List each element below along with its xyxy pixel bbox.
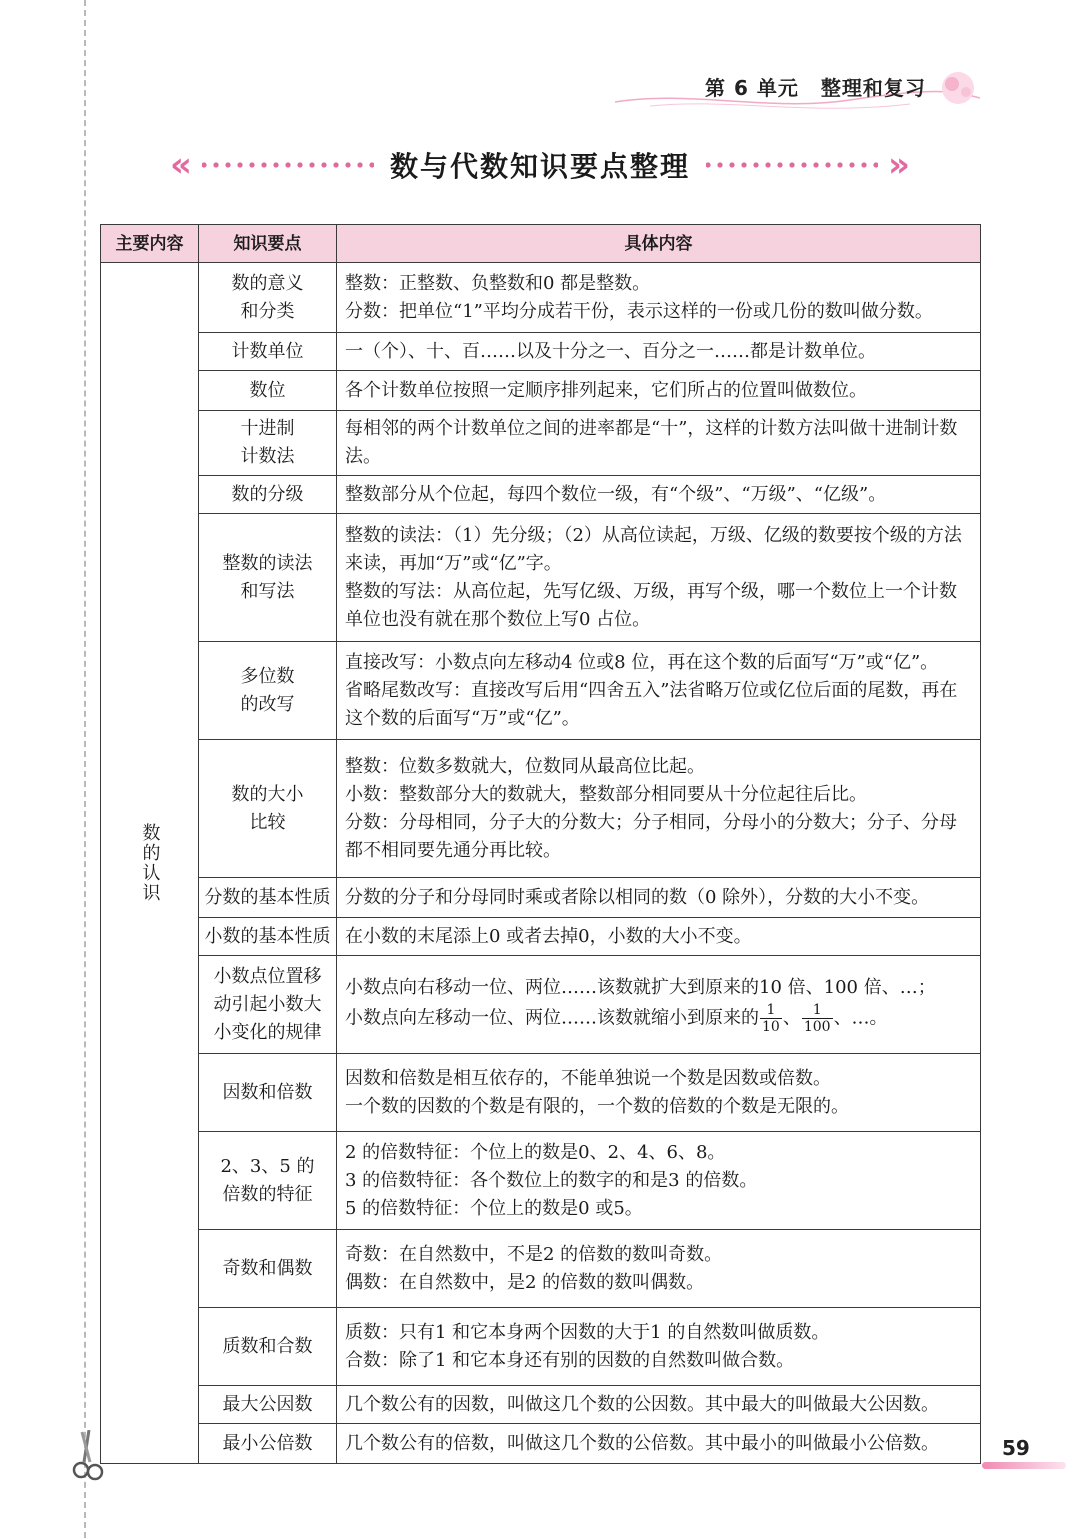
content-line: 质数：只有1 和它本身两个因数的大于1 的自然数叫做质数。 <box>345 1321 830 1343</box>
table-row <box>101 1386 981 1424</box>
category-cell: 数的认识 <box>101 263 199 1464</box>
column-header: 主要内容 <box>101 225 199 263</box>
content-line: 整数的写法：从高位起，先写亿级、万级，再写个级，哪一个数位上一个计数单位也没有就在那个数位上写0 占位。 <box>345 580 957 630</box>
content-line: 5 的倍数特征：个位上的数是0 或5。 <box>345 1197 643 1219</box>
fraction-numerator: 1 <box>802 1002 833 1019</box>
knowledge-point: 十进制 计数法 <box>199 411 337 476</box>
knowledge-point: 因数和倍数 <box>199 1054 337 1132</box>
table-row <box>101 476 981 514</box>
table-row <box>101 918 981 956</box>
content-line: 偶数：在自然数中，是2 的倍数的数叫偶数。 <box>345 1271 705 1293</box>
content-line: 省略尾数改写：直接改写后用“四舍五入”法省略万位或亿位后面的尾数，再在这个数的后面写“万”或“亿”。 <box>345 679 958 729</box>
content-line: 2 的倍数特征：个位上的数是0、2、4、6、8。 <box>345 1141 726 1163</box>
knowledge-point: 整数的读法 和写法 <box>199 514 337 642</box>
content-cell <box>337 1230 981 1308</box>
content-line: 直接改写：小数点向左移动4 位或8 位，再在这个数的后面写“万”或“亿”。 <box>345 651 939 673</box>
table-row <box>101 1054 981 1132</box>
content-cell <box>337 1386 981 1424</box>
content-line: 几个数公有的倍数，叫做这几个数的公倍数。其中最小的叫做最小公倍数。 <box>345 1432 939 1454</box>
content-cell <box>337 371 981 411</box>
table-header-row <box>101 225 981 263</box>
table-row <box>101 514 981 642</box>
knowledge-point: 数的意义 和分类 <box>199 263 337 333</box>
unit-header <box>705 72 935 101</box>
content-line: 每相邻的两个计数单位之间的进率都是“十”，这样的计数方法叫做十进制计数法。 <box>345 418 958 467</box>
cut-margin-line <box>84 0 86 1538</box>
content-cell <box>337 333 981 371</box>
content-cell <box>337 1054 981 1132</box>
content-line: 整数：位数多数就大，位数同从最高位比起。 <box>345 755 705 777</box>
content-cell <box>337 411 981 476</box>
table-row <box>101 1424 981 1464</box>
content-line: 小数点向右移动一位、两位……该数就扩大到原来的10 倍、100 倍、…； <box>345 977 936 998</box>
page-title-row <box>170 142 910 188</box>
fraction <box>802 1002 833 1035</box>
page-number: 59 <box>1002 1436 1030 1460</box>
knowledge-point: 最大公因数 <box>199 1386 337 1424</box>
knowledge-point: 分数的基本性质 <box>199 878 337 918</box>
content-cell <box>337 956 981 1054</box>
fraction-denominator: 100 <box>803 1019 831 1035</box>
fraction-numerator: 1 <box>760 1002 782 1019</box>
content-cell <box>337 514 981 642</box>
content-line: 小数：整数部分大的数就大，整数部分相同要从十分位起往后比。 <box>345 783 867 805</box>
content-line: 一（个）、十、百……以及十分之一、百分之一……都是计数单位。 <box>345 340 876 362</box>
unit-label: 第 6 单元 <box>705 76 799 100</box>
knowledge-point: 最小公倍数 <box>199 1424 337 1464</box>
content-cell <box>337 642 981 740</box>
column-header: 知识要点 <box>199 225 337 263</box>
content-cell <box>337 918 981 956</box>
page-title: 数与代数知识要点整理 <box>390 150 691 183</box>
knowledge-point: 小数点位置移 动引起小数大 小变化的规律 <box>199 956 337 1054</box>
fraction-denominator: 10 <box>762 1019 780 1035</box>
page-number-bar <box>982 1462 1066 1469</box>
knowledge-point: 数的大小 比较 <box>199 740 337 878</box>
content-cell <box>337 740 981 878</box>
table-row <box>101 333 981 371</box>
knowledge-point: 小数的基本性质 <box>199 918 337 956</box>
table-row <box>101 263 981 333</box>
table-row <box>101 956 981 1054</box>
table-row <box>101 878 981 918</box>
table-row <box>101 642 981 740</box>
content-line: 各个计数单位按照一定顺序排列起来，它们所占的位置叫做数位。 <box>345 379 867 401</box>
content-line: 整数的读法：（1）先分级；（2）从高位读起，万级、亿级的数要按个级的方法来读，再加“万”或“亿”字。 <box>345 524 962 574</box>
fraction <box>760 1002 782 1035</box>
content-line: 因数和倍数是相互依存的，不能单独说一个数是因数或倍数。 <box>345 1067 831 1089</box>
content-line: 3 的倍数特征：各个数位上的数字的和是3 的倍数。 <box>345 1169 758 1191</box>
content-line: 分数：把单位“1”平均分成若干份，表示这样的一份或几份的数叫做分数。 <box>345 300 933 322</box>
content-line: 整数：正整数、负整数和0 都是整数。 <box>345 272 651 294</box>
content-line <box>345 1002 972 1035</box>
knowledge-point: 计数单位 <box>199 333 337 371</box>
table-row <box>101 1132 981 1230</box>
knowledge-point: 质数和合数 <box>199 1308 337 1386</box>
title-dotted-rule <box>202 161 374 169</box>
content-cell <box>337 1132 981 1230</box>
column-header: 具体内容 <box>337 225 981 263</box>
content-text: 小数点向左移动一位、两位……该数就缩小到原来的 <box>345 1007 759 1029</box>
content-cell <box>337 263 981 333</box>
table-row <box>101 1308 981 1386</box>
content-line: 整数部分从个位起，每四个数位一级，有“个级”、“万级”、“亿级”。 <box>345 483 887 505</box>
double-chevron-right-icon: » <box>888 145 911 185</box>
content-line: 奇数：在自然数中，不是2 的倍数的数叫奇数。 <box>345 1243 723 1265</box>
content-line: 分数：分母相同，分子大的分数大；分子相同，分母小的分数大；分子、分母都不相同要先通分再比较。 <box>345 811 957 861</box>
table-row <box>101 1230 981 1308</box>
content-line: 一个数的因数的个数是有限的，一个数的倍数的个数是无限的。 <box>345 1095 849 1117</box>
table-row <box>101 740 981 878</box>
table-body <box>101 263 981 1464</box>
section-label: 整理和复习 <box>820 76 926 100</box>
content-cell <box>337 1308 981 1386</box>
double-chevron-left-icon: « <box>170 145 192 185</box>
knowledge-point: 多位数 的改写 <box>199 642 337 740</box>
content-line: 在小数的末尾添上0 或者去掉0，小数的大小不变。 <box>345 925 752 947</box>
content-tail: 、…。 <box>833 1007 888 1029</box>
content-line: 合数：除了1 和它本身还有别的因数的自然数叫做合数。 <box>345 1349 795 1371</box>
separator: 、 <box>782 1007 801 1029</box>
table-row <box>101 411 981 476</box>
knowledge-table <box>100 224 981 1464</box>
content-cell <box>337 878 981 918</box>
content-cell <box>337 1424 981 1464</box>
content-line: 分数的分子和分母同时乘或者除以相同的数（0 除外），分数的大小不变。 <box>345 886 930 908</box>
table-row <box>101 371 981 411</box>
knowledge-point: 数位 <box>199 371 337 411</box>
content-cell <box>337 476 981 514</box>
content-line: 几个数公有的因数，叫做这几个数的公因数。其中最大的叫做最大公因数。 <box>345 1393 939 1415</box>
title-dotted-rule <box>706 161 878 169</box>
knowledge-point: 2、3、5 的 倍数的特征 <box>199 1132 337 1230</box>
knowledge-point: 奇数和偶数 <box>199 1230 337 1308</box>
knowledge-point: 数的分级 <box>199 476 337 514</box>
